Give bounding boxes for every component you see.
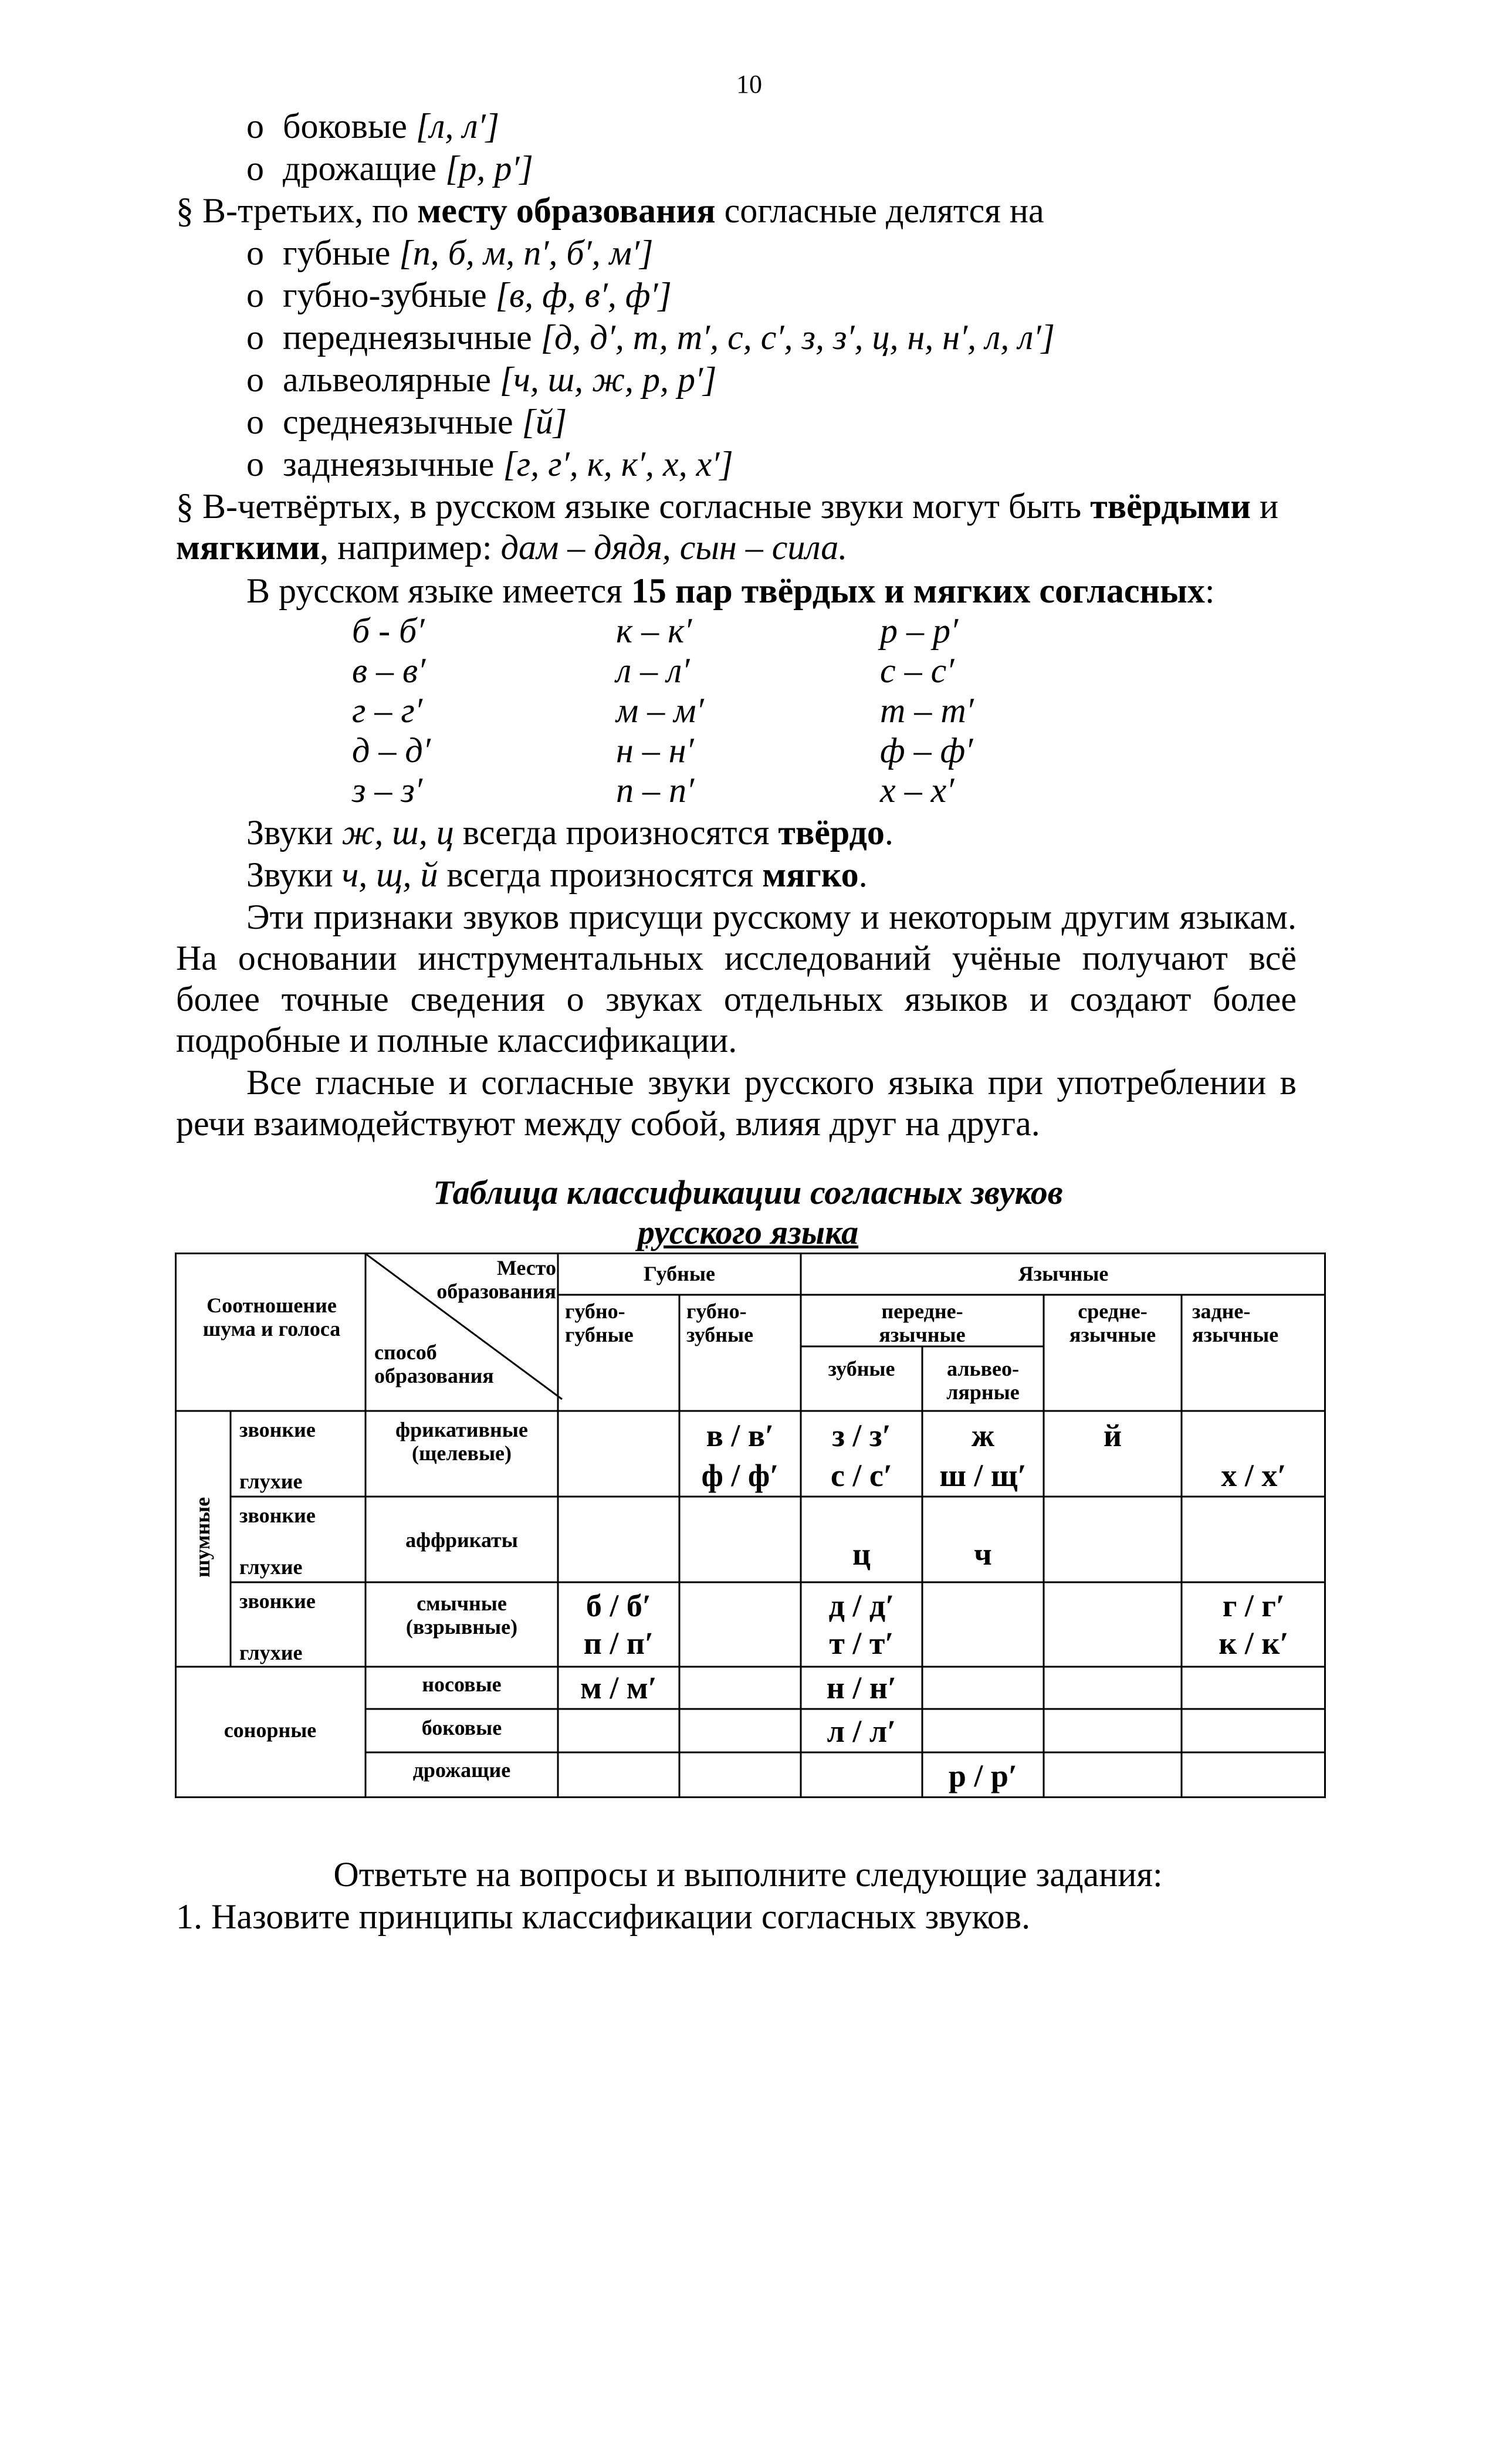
cell-sound: г / г′ — [1222, 1588, 1285, 1623]
cell-sound: ч — [974, 1536, 992, 1572]
cell-sound: б / б′ — [585, 1588, 652, 1623]
tasks-heading: Ответьте на вопросы и выполните следующие задания: — [333, 1855, 1163, 1894]
cell-sound: н / н′ — [826, 1670, 897, 1705]
pair: б - б′ — [352, 611, 425, 650]
cell-sound: й — [1103, 1418, 1122, 1453]
cell-sound: р / р′ — [948, 1758, 1018, 1793]
row-stop: смычные (взрывные) — [405, 1592, 518, 1639]
cell-sound: с / с′ — [830, 1458, 893, 1493]
list-item: o дрожащие [р, р′] — [246, 149, 533, 188]
pair: х – х′ — [880, 771, 955, 810]
cell-sound: д / д′ — [828, 1588, 895, 1623]
header-bilabial: губно- губные — [565, 1299, 634, 1346]
pair: т – т′ — [880, 691, 974, 730]
list-item: o губно-зубные [в, ф, в′, ф′] — [246, 276, 672, 314]
header-front: передне- язычные — [879, 1299, 966, 1346]
row-lateral: боковые — [421, 1716, 502, 1739]
row-voiced: звонкие — [239, 1589, 316, 1613]
header-dental: зубные — [828, 1357, 895, 1380]
cell-sound: ш / щ′ — [939, 1458, 1027, 1493]
row-voiced: звонкие — [239, 1504, 316, 1527]
header-corner-bottom: способ образования — [374, 1341, 494, 1387]
section-fourth: § В-четвёртых, в русском языке согласные звуки могут быть твёрдыми и мягкими, например: дам – дядя, сын – сила. — [176, 487, 1279, 567]
row-affricate: аффрикаты — [405, 1528, 518, 1552]
cell-sound: п / п′ — [583, 1626, 654, 1661]
list-item: o альвеолярные [ч, ш, ж, р, р′] — [246, 360, 717, 399]
row-voiceless: глухие — [239, 1555, 303, 1579]
pair: г – г′ — [352, 691, 422, 730]
cell-sound: ц — [852, 1536, 871, 1572]
pair: с – с′ — [880, 651, 955, 690]
row-voiced: звонкие — [239, 1418, 316, 1441]
pair: в – в′ — [352, 651, 426, 690]
header-corner-left: Соотношение шума и голоса — [202, 1294, 341, 1341]
pair: д – д′ — [352, 731, 431, 770]
list-item: o боковые [л, л′] — [246, 107, 500, 145]
pair: м – м′ — [616, 691, 704, 730]
pair: н – н′ — [616, 731, 694, 770]
header-alveolar: альвео- лярные — [946, 1357, 1020, 1404]
row-fricative: фрикативные (щелевые) — [395, 1418, 528, 1465]
row-noisy: шумные — [191, 1497, 214, 1578]
soft-line: Звуки ч, щ, й всегда произносятся мягко. — [246, 855, 868, 894]
cell-sound: ф / ф′ — [701, 1458, 779, 1493]
header-corner-top: Место образования — [436, 1256, 556, 1303]
pair: к – к′ — [616, 611, 692, 650]
pairs-intro: В русском языке имеется 15 пар твёрдых и мягких согласных: — [246, 571, 1215, 610]
cell-sound: в / в′ — [706, 1418, 774, 1453]
row-nasal: носовые — [422, 1673, 502, 1696]
list-item: o губные [п, б, м, п′, б′, м′] — [246, 233, 654, 272]
cell-sound: т / т′ — [829, 1626, 894, 1661]
paragraph: Все гласные и согласные звуки русского языка при употреблении в речи взаимодействуют между собой, влияя друг на друга. — [176, 1063, 1297, 1143]
header-lingual: Язычные — [1018, 1262, 1109, 1285]
list-item: o заднеязычные [г, г′, к, к′, х, х′] — [246, 445, 733, 483]
table-title: Таблица классификации согласных звуков — [433, 1173, 1063, 1211]
cell-sound: х / х′ — [1221, 1458, 1287, 1493]
row-voiceless: глухие — [239, 1641, 303, 1664]
pair: п – п′ — [616, 771, 695, 810]
list-item: o переднеязычные [д, д′, т, т′, с, с′, з, з′, ц, н, н′, л, л′] — [246, 318, 1055, 357]
pair: з – з′ — [352, 771, 422, 810]
classification-table — [175, 1253, 1326, 1798]
hard-line: Звуки ж, ш, ц всегда произносятся твёрдо. — [246, 813, 893, 852]
cell-sound: з / з′ — [832, 1418, 891, 1453]
list-item: o среднеязычные [й] — [246, 402, 567, 441]
pair: л – л′ — [616, 651, 690, 690]
pair: р – р′ — [880, 611, 959, 650]
header-middle: средне- язычные — [1069, 1299, 1156, 1346]
page-number: 10 — [736, 70, 762, 99]
paragraph: Эти признаки звуков присущи русскому и некоторым другим языкам. На основании инструментальных исследований учёные получают всё более точные сведения о звуках отдельных языков и создают более подробные и полные классификации. — [176, 898, 1297, 1060]
header-back: задне- язычные — [1192, 1299, 1279, 1346]
header-labial: Губные — [644, 1262, 715, 1285]
row-voiceless: глухие — [239, 1470, 303, 1493]
row-trill: дрожащие — [412, 1758, 511, 1782]
cell-sound: м / м′ — [580, 1670, 657, 1705]
table-title: русского языка — [637, 1213, 859, 1251]
pair: ф – ф′ — [880, 731, 973, 770]
cell-sound: л / л′ — [827, 1714, 896, 1749]
cell-sound: к / к′ — [1219, 1626, 1289, 1661]
cell-sound: ж — [971, 1418, 995, 1453]
header-labiodental: губно- зубные — [686, 1299, 754, 1346]
task-item: 1. Назовите принципы классификации согласных звуков. — [176, 1897, 1031, 1936]
row-sonorant: сонорные — [224, 1718, 317, 1742]
section-third: § В-третьих, по месту образования согласные делятся на — [176, 191, 1044, 230]
